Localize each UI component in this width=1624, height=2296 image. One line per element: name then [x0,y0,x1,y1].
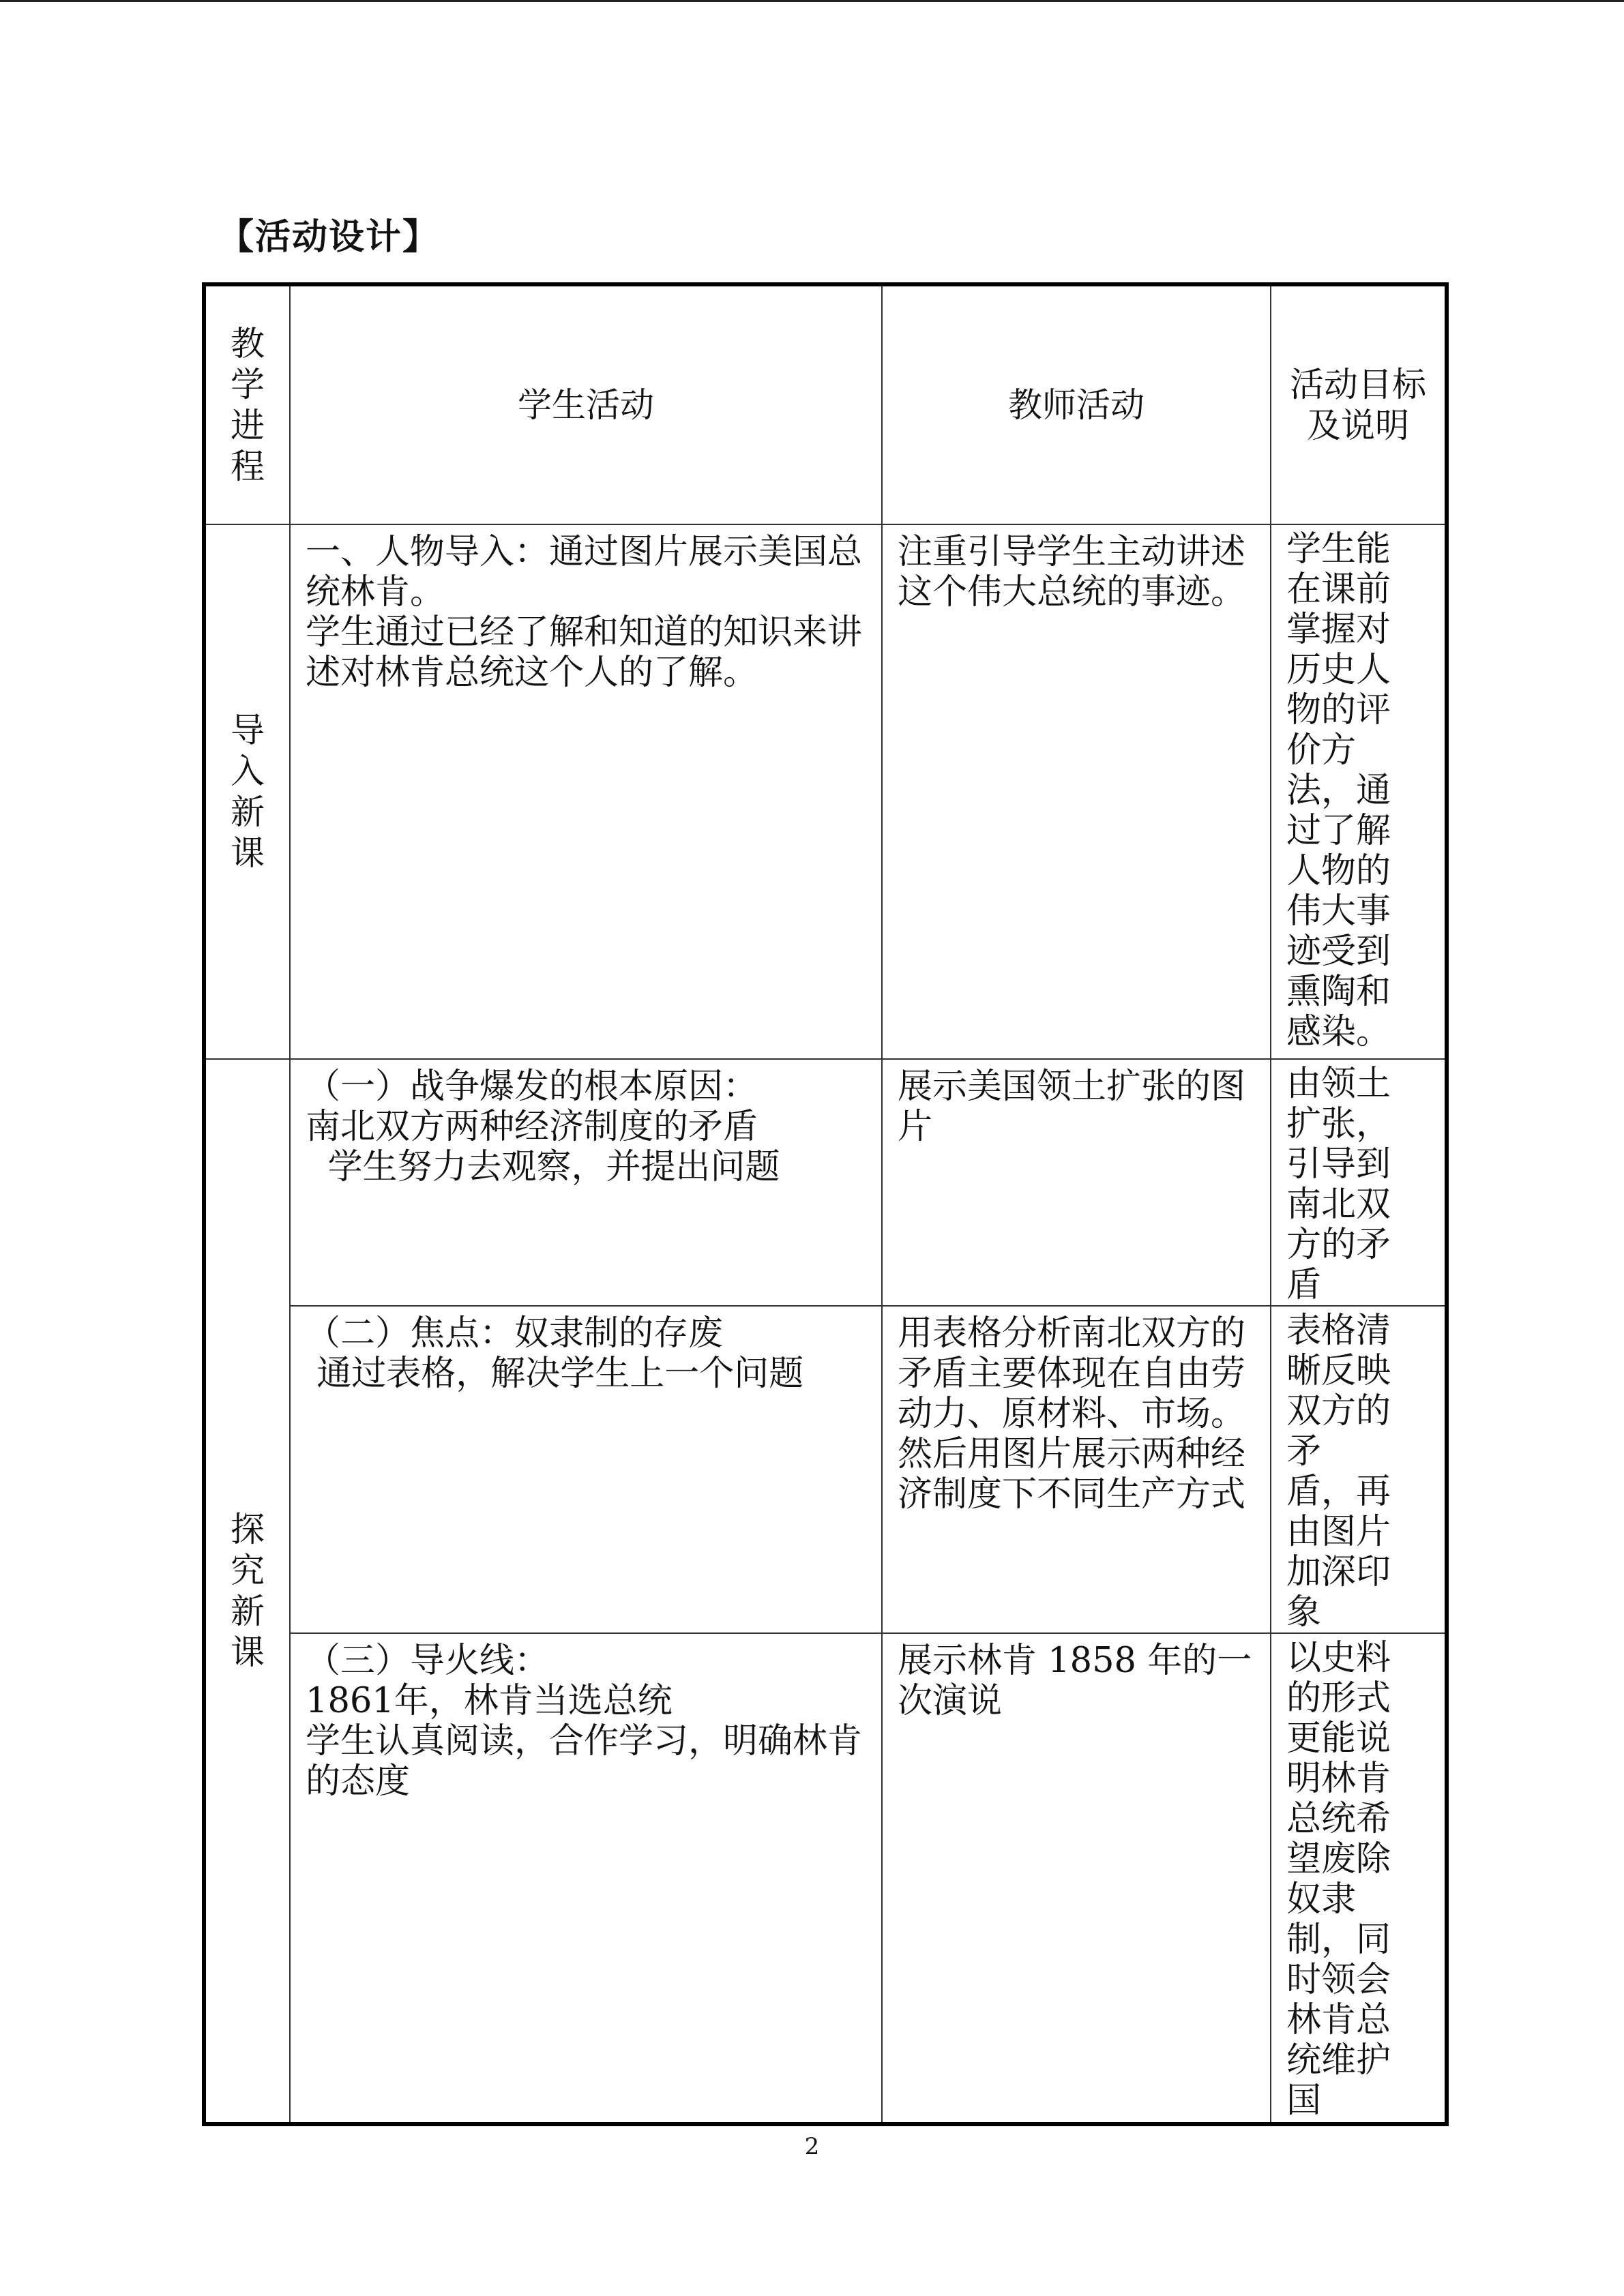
page-number: 2 [804,2133,820,2160]
header-goal: 活动目标及说明 [1271,284,1447,524]
section-heading: 【活动设计】 [218,217,440,258]
student-activity-cell: （一）战争爆发的根本原因： 南北双方两种经济制度的矛盾 学生努力去观察，并提出问题 [290,1059,882,1306]
teacher-activity-cell: 注重引导学生主动讲述这个伟大总统的事迹。 [882,524,1271,1059]
table-row [204,1306,1447,1633]
student-activity-cell: （三）导火线： 1861年，林肯当选总统 学生认真阅读，合作学习，明确林肯的态度 [290,1633,882,2124]
header-teacher-activity: 教师活动 [882,284,1271,524]
table-row [204,524,1447,1059]
page-top-rule [0,0,1624,2]
teacher-activity-cell: 展示林肯 1858 年的一次演说 [882,1633,1271,2124]
table-row [204,1633,1447,2124]
goal-cell: 由领土扩张，引导到南北双方的矛盾 [1271,1059,1447,1306]
stage-cell-explore: 探究新课 [204,1059,290,2124]
goal-cell: 学生能在课前掌握对历史人物的评价方法，通过了解人物的伟大事迹受到熏陶和感染。 [1271,524,1447,1059]
goal-cell: 以史料的形式更能说明林肯总统希望废除奴隶制，同时领会林肯总统维护国 [1271,1633,1447,2124]
stage-cell-intro: 导入新课 [204,524,290,1059]
table-row [204,1059,1447,1306]
teacher-activity-cell: 用表格分析南北双方的矛盾主要体现在自由劳动力、原材料、市场。然后用图片展示两种经济制度下不同生产方式 [882,1306,1271,1633]
goal-cell: 表格清晰反映双方的矛 盾，再由图片加深印象 [1271,1306,1447,1633]
activity-design-table [202,282,1449,2126]
header-student-activity: 学生活动 [290,284,882,524]
table-header-row [204,284,1447,524]
student-activity-cell: 一、人物导入：通过图片展示美国总统林肯。 学生通过已经了解和知道的知识来讲述对林肯总统这个人的了解。 [290,524,882,1059]
teacher-activity-cell: 展示美国领土扩张的图片 [882,1059,1271,1306]
header-stage: 教学进程 [204,284,290,524]
student-activity-cell: （二）焦点：奴隶制的存废 通过表格，解决学生上一个问题 [290,1306,882,1633]
